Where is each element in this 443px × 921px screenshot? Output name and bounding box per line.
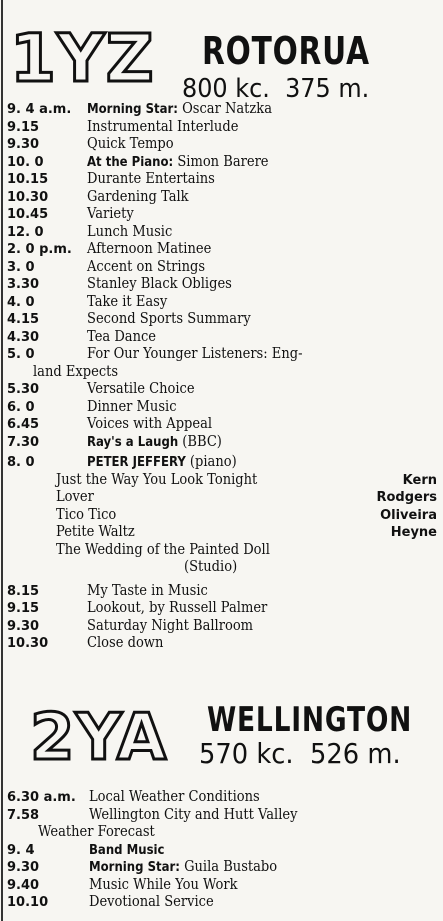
program-row (0, 101, 443, 119)
program-time: 9.15 (7, 119, 40, 135)
piece-title: Lover (56, 489, 94, 505)
station-callsign: 1YZ (10, 20, 155, 97)
program-time: 4.30 (7, 329, 40, 345)
program-title: Morning Star: (87, 102, 178, 117)
program-text (89, 859, 277, 877)
program-time: 6.45 (7, 417, 40, 432)
program-continuation (0, 364, 443, 382)
program-time: 3.30 (7, 277, 40, 292)
feature-title: PETER JEFFERY (87, 455, 186, 470)
program-row (0, 311, 443, 329)
station-city: WELLINGTON (207, 700, 413, 740)
program-row (0, 859, 443, 877)
program-row (0, 206, 443, 224)
program-row (0, 842, 443, 860)
program-row (0, 189, 443, 207)
program-time: 5.30 (7, 382, 40, 397)
wavelength-m: 375 m. (285, 74, 370, 104)
program-row (0, 381, 443, 399)
program-list-2ya (0, 789, 443, 912)
program-description: Lookout, by Russell Palmer (87, 600, 268, 616)
piece-title: Petite Waltz (56, 524, 135, 540)
program-row (0, 635, 443, 653)
program-text (87, 276, 232, 294)
program-continuation (0, 824, 443, 842)
station-callsign: 2YA (30, 701, 168, 775)
program-description: Music While You Work (89, 876, 238, 893)
program-text (87, 454, 237, 472)
program-row (0, 600, 443, 618)
composer: Oliveira (380, 507, 437, 523)
program-text (87, 101, 272, 119)
program-row (0, 154, 443, 172)
program-row (0, 807, 443, 825)
piece-title: Tico Tico (56, 506, 117, 523)
program-description: Simon Barere (173, 153, 269, 170)
program-description: Take it Easy (87, 293, 168, 310)
program-title: Ray's a Laugh (87, 434, 179, 450)
program-description: Stanley Black Obliges (87, 276, 232, 292)
program-description: Durante Entertains (87, 171, 215, 187)
program-description: Voices with Appeal (87, 416, 213, 432)
program-time: 2. 0 p.m. (7, 242, 72, 257)
program-time: 12. 0 (7, 224, 44, 240)
program-description: Saturday Night Ballroom (87, 617, 254, 634)
program-text (87, 399, 177, 417)
program-title: Morning Star: (89, 860, 180, 875)
program-description: Wellington City and Hutt Valley (89, 806, 298, 823)
program-time: 10.30 (7, 636, 49, 651)
program-text (87, 635, 163, 653)
program-text (87, 600, 267, 618)
station-header-1yz (0, 18, 443, 108)
program-text (87, 434, 222, 452)
program-time: 6. 0 (7, 399, 35, 415)
program-text (87, 618, 253, 636)
program-row (0, 789, 443, 807)
station-frequency (199, 737, 401, 770)
program-row (0, 434, 443, 452)
program-row (0, 583, 443, 601)
program-description: Close down (87, 635, 164, 651)
program-text (87, 224, 172, 242)
program-text (89, 807, 297, 825)
piece-title: The Wedding of the Painted Doll (56, 541, 270, 558)
program-time: 9. 4 a.m. (7, 102, 72, 117)
program-text (89, 842, 164, 860)
feature-item (0, 507, 443, 525)
program-row (0, 399, 443, 417)
frequency-kc: 800 kc. (182, 74, 270, 104)
feature-item (0, 542, 443, 560)
program-text: land Expects (33, 363, 119, 380)
program-row (0, 171, 443, 189)
program-time: 5. 0 (7, 347, 35, 362)
composer: Rodgers (376, 490, 437, 505)
program-row (0, 276, 443, 294)
wavelength-m: 526 m. (310, 737, 401, 770)
program-text (89, 894, 214, 912)
program-text (87, 346, 302, 364)
program-time: 6.30 a.m. (7, 790, 76, 805)
program-time: 10. 0 (7, 154, 44, 170)
program-description: For Our Younger Listeners: Eng- (87, 346, 303, 362)
program-text (87, 311, 251, 329)
feature-row (0, 454, 443, 472)
program-description: Afternoon Matinee (87, 241, 212, 257)
program-row (0, 329, 443, 347)
program-time: 9.30 (7, 860, 40, 875)
program-row (0, 877, 443, 895)
program-description: Guila Bustabo (179, 859, 278, 875)
feature-note: (piano) (185, 454, 237, 470)
program-row (0, 119, 443, 137)
program-time: 10.45 (7, 207, 49, 222)
program-description: Local Weather Conditions (89, 789, 260, 805)
piece-title: Just the Way You Look Tonight (56, 471, 258, 488)
program-description: Instrumental Interlude (87, 118, 239, 135)
program-text: Weather Forecast (38, 824, 155, 840)
program-text (87, 171, 215, 189)
program-text (89, 789, 260, 807)
station-city: ROTORUA (202, 29, 370, 73)
station-frequency (182, 76, 369, 102)
program-description: Tea Dance (87, 328, 157, 345)
program-description: Variety (87, 206, 134, 222)
program-text (87, 381, 195, 399)
program-text (87, 154, 269, 172)
program-text (87, 241, 211, 259)
program-time: 9.30 (7, 618, 40, 634)
program-time: 7.30 (7, 434, 40, 450)
program-time: 10.15 (7, 172, 49, 187)
program-row (0, 346, 443, 364)
program-time: 9.30 (7, 137, 40, 152)
program-time: 9.15 (7, 601, 40, 616)
program-description: Versatile Choice (87, 381, 195, 397)
program-title: Band Music (89, 842, 165, 858)
program-description: Accent on Strings (87, 258, 206, 275)
program-description: Lunch Music (87, 223, 173, 240)
program-description: (BBC) (178, 433, 222, 450)
station-header-2ya (0, 696, 443, 786)
studio-note: (Studio) (184, 559, 238, 575)
program-text (87, 136, 174, 154)
composer: Heyne (390, 525, 437, 540)
feature-item (0, 472, 443, 490)
program-description: Devotional Service (89, 894, 214, 910)
program-time: 4. 0 (7, 294, 35, 310)
program-time: 4.15 (7, 312, 40, 327)
program-time: 8. 0 (7, 455, 35, 470)
program-time: 3. 0 (7, 259, 35, 275)
program-text (87, 189, 189, 207)
program-description: Oscar Natzka (177, 101, 272, 117)
program-row (0, 241, 443, 259)
program-row (0, 136, 443, 154)
program-text (87, 329, 156, 347)
program-row (0, 224, 443, 242)
studio-note-row (0, 559, 443, 577)
composer: Kern (402, 472, 437, 488)
program-row (0, 894, 443, 912)
program-time: 7.58 (7, 807, 40, 823)
program-text (87, 259, 205, 277)
program-text (87, 206, 134, 224)
program-row (0, 416, 443, 434)
program-description: Second Sports Summary (87, 311, 251, 327)
program-description: Gardening Talk (87, 188, 189, 205)
program-row (0, 294, 443, 312)
program-text (87, 416, 212, 434)
program-time: 8.15 (7, 583, 40, 599)
program-time: 9.40 (7, 877, 40, 893)
program-text (87, 119, 238, 137)
frequency-kc: 570 kc. (199, 737, 294, 770)
program-text (87, 583, 208, 601)
program-description: Dinner Music (87, 398, 177, 415)
program-row (0, 618, 443, 636)
program-time: 10.10 (7, 895, 49, 910)
program-title: At the Piano: (87, 154, 174, 170)
program-text (87, 294, 167, 312)
program-time: 9. 4 (7, 842, 35, 858)
program-description: My Taste in Music (87, 582, 208, 599)
feature-item (0, 489, 443, 507)
program-row (0, 259, 443, 277)
program-time: 10.30 (7, 189, 49, 205)
program-text (89, 877, 238, 895)
feature-item (0, 524, 443, 542)
program-list-1yz (0, 101, 443, 653)
program-description: Quick Tempo (87, 136, 174, 152)
